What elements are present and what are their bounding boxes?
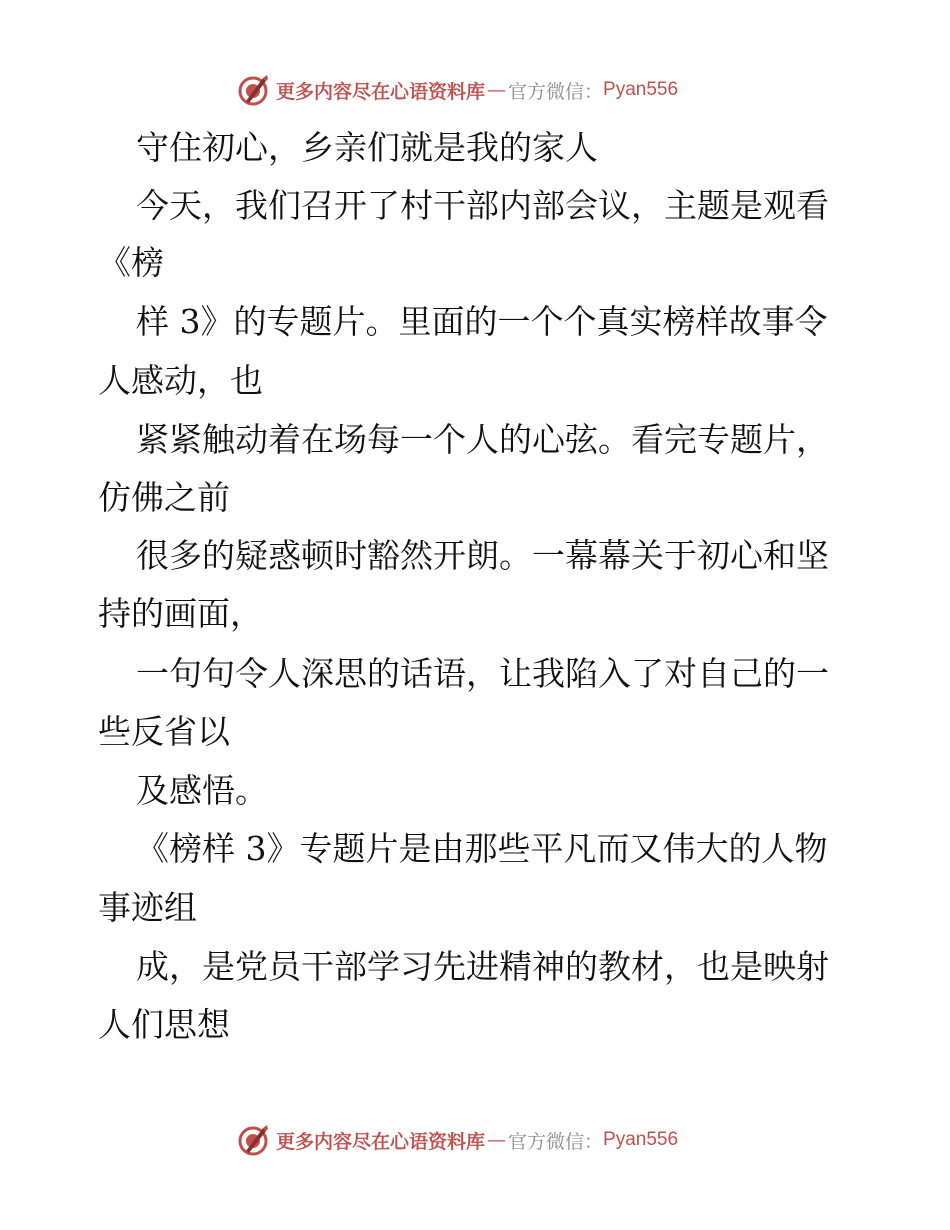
body-line-12: 及感悟。 xyxy=(136,771,268,810)
body-line-8: 很多的疑惑顿时豁然开朗。一幕幕关于初心和坚 xyxy=(136,536,829,575)
footer-channel-text: 官方微信： xyxy=(508,1130,604,1153)
body-line-16: 人们思想 xyxy=(98,1005,230,1044)
header-brand-text: 更多内容尽在心语资料库 xyxy=(276,80,486,103)
header-banner xyxy=(236,73,716,107)
body-line-11: 些反省以 xyxy=(98,712,230,751)
body-line-15: 成，是党员干部学习先进精神的教材，也是映射 xyxy=(136,947,829,986)
body-line-7: 仿佛之前 xyxy=(98,478,230,517)
body-line-4: 样 3》的专题片。里面的一个个真实榜样故事令 xyxy=(136,302,828,341)
footer-brand-text: 更多内容尽在心语资料库 xyxy=(276,1130,486,1153)
body-line-3: 《榜 xyxy=(98,243,164,282)
footer-wechat-id: Pyan556 xyxy=(603,1129,679,1150)
pen-logo-icon xyxy=(236,73,270,107)
pen-logo-icon xyxy=(236,1123,270,1157)
footer-dash: — xyxy=(487,1129,507,1151)
body-line-2: 今天，我们召开了村干部内部会议，主题是观看 xyxy=(136,186,829,225)
header-dash: — xyxy=(487,79,507,101)
body-line-14: 事迹组 xyxy=(98,888,197,927)
body-line-1: 守住初心，乡亲们就是我的家人 xyxy=(136,128,598,167)
body-line-6: 紧紧触动着在场每一个人的心弦。看完专题片， xyxy=(136,420,829,459)
header-wechat-id: Pyan556 xyxy=(603,79,679,100)
body-line-13: 《榜样 3》专题片是由那些平凡而又伟大的人物 xyxy=(136,829,828,868)
body-line-5: 人感动，也 xyxy=(98,361,263,400)
footer-banner xyxy=(236,1123,716,1157)
header-channel-text: 官方微信： xyxy=(508,80,604,103)
body-line-9: 持的画面， xyxy=(98,594,263,633)
body-line-10: 一句句令人深思的话语，让我陷入了对自己的一 xyxy=(136,654,829,693)
